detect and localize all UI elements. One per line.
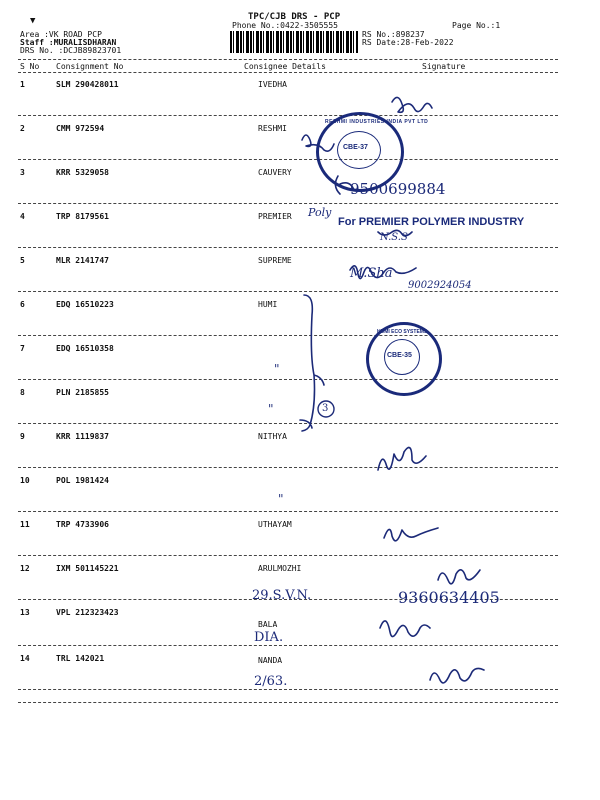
- row-5-sno: 5: [20, 256, 25, 265]
- brace-row-6-8: [300, 295, 324, 431]
- handwritten-dia: DIA.: [254, 630, 284, 645]
- row-6-sno: 6: [20, 300, 25, 309]
- handwritten-ns: N.S.S: [380, 232, 408, 243]
- signature-row-11: [384, 528, 438, 541]
- row-9-consignee: NITHYA: [258, 432, 287, 441]
- row-13-sno: 13: [20, 608, 30, 617]
- area-field: Area :VK ROAD PCP: [20, 30, 102, 39]
- row-10-consignment: POL 1981424: [56, 476, 109, 485]
- row-2-consignment: CMM 972594: [56, 124, 105, 133]
- handwritten-phone-row-3: 9500699884: [350, 180, 446, 198]
- signature-row-12: [438, 570, 480, 584]
- row-12-sno: 12: [20, 564, 30, 573]
- ditto-mark-row-10: ": [278, 492, 284, 506]
- row-13-consignee: BALA: [258, 620, 278, 629]
- row-1-consignment: SLM 290428011: [56, 80, 119, 89]
- ditto-mark-row-8: ": [268, 402, 274, 416]
- row-11-sno: 11: [20, 520, 30, 529]
- col-consignee: Consignee Details: [244, 62, 326, 71]
- row-4-consignment: TRP 8179561: [56, 212, 109, 221]
- row-9-consignment: KRR 1119837: [56, 432, 109, 441]
- row-2-consignee: RESHMI: [258, 124, 287, 133]
- row-12-consignee: ARULMOZHI: [258, 564, 302, 573]
- row-11-consignee: UTHAYAM: [258, 520, 292, 529]
- document-title: TPC/CJB DRS - PCP: [248, 12, 341, 22]
- row-1-sno: 1: [20, 80, 25, 89]
- row-3-consignee: CAUVERY: [258, 168, 292, 177]
- handwritten-svn: 29.S.V.N.: [252, 588, 312, 603]
- row-9-sno: 9: [20, 432, 25, 441]
- signature-row-1: [392, 97, 432, 112]
- phone-number: Phone No.:0422-3505555: [232, 21, 338, 30]
- handwritten-supreme-number: 9002924054: [408, 280, 472, 291]
- signature-row-9: [378, 448, 426, 471]
- row-5-consignee: SUPREME: [258, 256, 292, 265]
- signature-row-2: [302, 135, 334, 151]
- row-8-sno: 8: [20, 388, 25, 397]
- ditto-mark-row-7: ": [274, 362, 280, 376]
- handwritten-poly: Poly: [308, 206, 332, 219]
- row-14-sno: 14: [20, 654, 30, 663]
- row-3-consignment: KRR 5329058: [56, 168, 109, 177]
- drs-number: DRS No. :DCJB89823701: [20, 46, 122, 55]
- col-signature: Signature: [422, 62, 466, 71]
- row-5-consignment: MLR 2141747: [56, 256, 109, 265]
- premier-polymer-stamp: For PREMIER POLYMER INDUSTRY: [338, 216, 525, 228]
- row-13-consignment: VPL 212323423: [56, 608, 119, 617]
- handwritten-phone-row-12: 9360634405: [398, 588, 500, 607]
- row-3-sno: 3: [20, 168, 25, 177]
- row-1-consignee: IVEDHA: [258, 80, 287, 89]
- row-14-consignee: NANDA: [258, 656, 283, 665]
- humi-company-stamp: HUMI ECO SYSTEMS CBE-35: [366, 322, 442, 396]
- handwritten-supreme-sign: M.Sha: [350, 266, 393, 281]
- row-10-sno: 10: [20, 476, 30, 485]
- signature-row-14: [430, 668, 484, 683]
- corner-mark: ▼: [30, 16, 36, 26]
- col-sno: S No: [20, 62, 40, 71]
- row-7-consignment: EDQ 16510358: [56, 344, 114, 353]
- row-2-sno: 2: [20, 124, 25, 133]
- reshmi-company-stamp: RESHMI INDUSTRIES INDIA PVT LTD CBE-37: [316, 112, 404, 192]
- page-number: Page No.:1: [452, 21, 501, 30]
- rs-date: RS Date:28-Feb-2022: [362, 38, 454, 47]
- row-8-consignment: PLN 2185855: [56, 388, 109, 397]
- row-4-sno: 4: [20, 212, 25, 221]
- row-12-consignment: IXM 501145221: [56, 564, 119, 573]
- signature-row-13: [380, 621, 430, 637]
- staff-field: Staff :MURALISDHARAN: [20, 38, 117, 47]
- row-6-consignment: EDQ 16510223: [56, 300, 114, 309]
- rs-number: RS No.:898237: [362, 30, 425, 39]
- row-6-consignee: HUMI: [258, 300, 278, 309]
- circled-number: 3: [322, 403, 329, 414]
- row-4-consignee: PREMIER: [258, 212, 292, 221]
- row-14-consignment: TRL 142021: [56, 654, 105, 663]
- col-consignment: Consignment No: [56, 62, 124, 71]
- handwritten-number-row-14: 2/63.: [254, 674, 288, 689]
- row-7-sno: 7: [20, 344, 25, 353]
- row-11-consignment: TRP 4733906: [56, 520, 109, 529]
